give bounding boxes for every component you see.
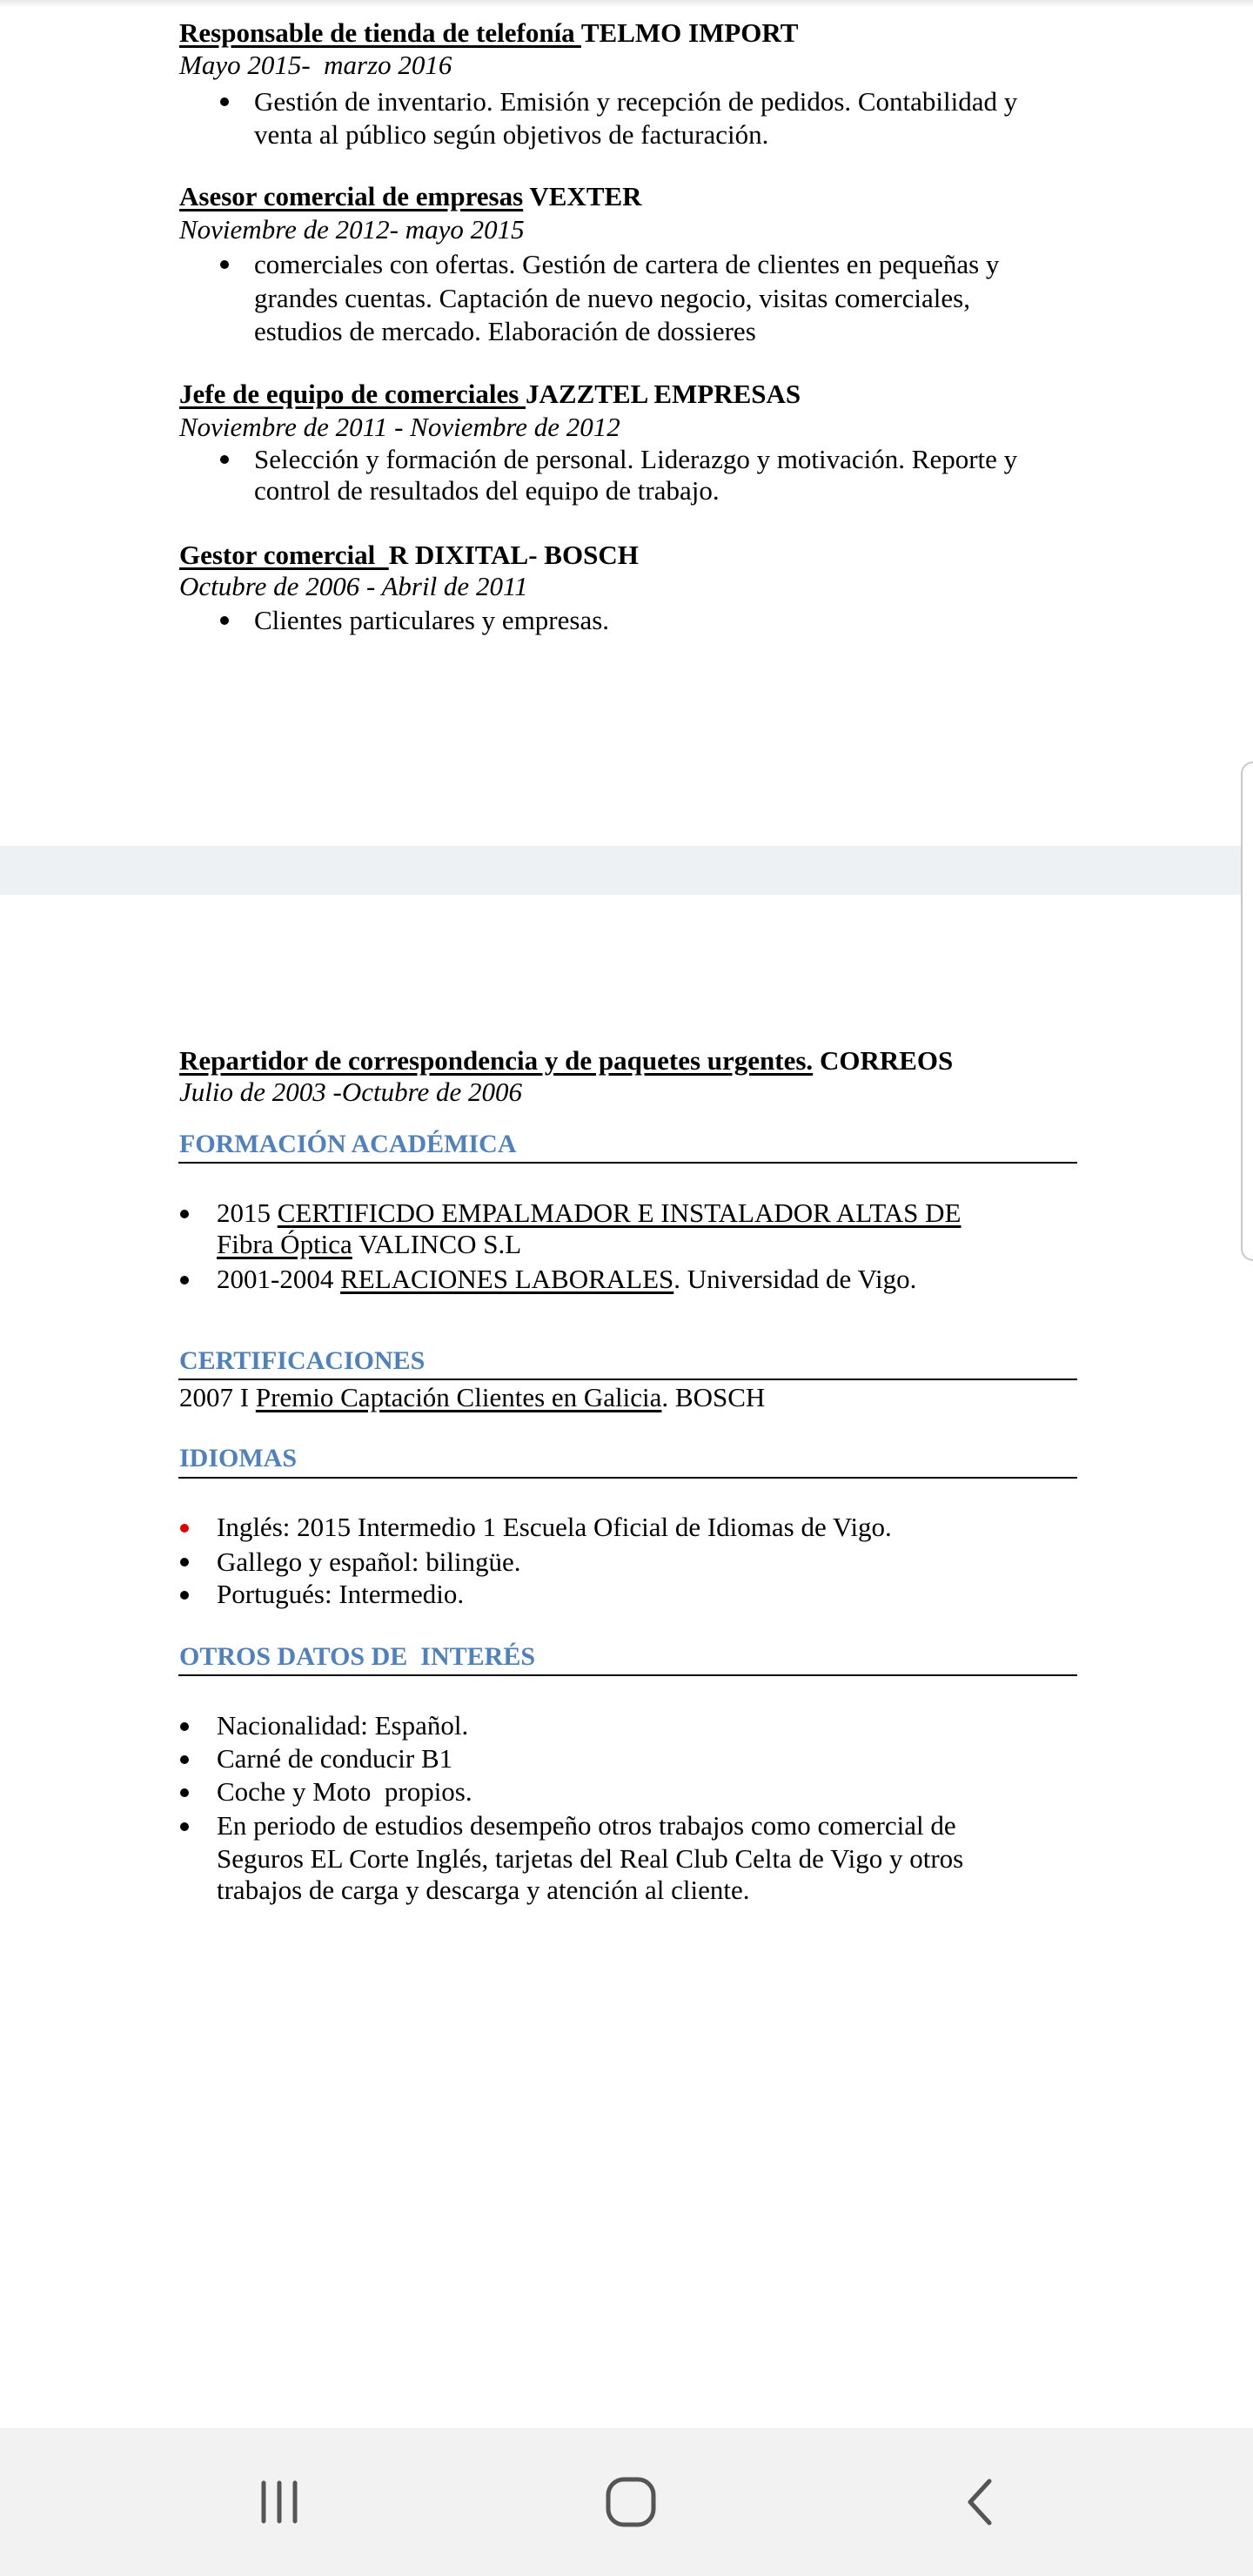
job-role: Responsable de tienda de telefonía xyxy=(179,17,581,48)
education-title: Fibra Óptica xyxy=(217,1229,352,1259)
bullet-icon xyxy=(180,1722,189,1731)
bullet-icon xyxy=(180,1210,189,1218)
section-divider xyxy=(178,1674,1077,1676)
job-role: Repartidor de correspondencia y de paquetes urgentes. xyxy=(179,1045,814,1076)
section-heading-education: FORMACIÓN ACADÉMICA xyxy=(179,1130,517,1158)
home-button[interactable] xyxy=(592,2463,670,2541)
job-company: JAZZTEL EMPRESAS xyxy=(526,379,801,409)
job-description: Gestión de inventario. Emisión y recepción de pedidos. Contabilidad y xyxy=(254,86,1018,117)
job-company: TELMO IMPORT xyxy=(580,17,799,48)
other-item-continued: trabajos de carga y descarga y atención al cliente. xyxy=(217,1875,750,1905)
education-year: 2015 xyxy=(217,1197,278,1228)
bullet-icon xyxy=(180,1822,189,1831)
certification-item xyxy=(179,1381,765,1414)
bullet-icon xyxy=(220,455,229,464)
education-institution: . Universidad de Vigo. xyxy=(673,1264,917,1294)
education-title: RELACIONES LABORALES xyxy=(340,1264,674,1294)
certification-year: 2007 I xyxy=(179,1382,256,1412)
job-title-line xyxy=(179,180,642,213)
job-dates: Noviembre de 2012- mayo 2015 xyxy=(179,214,525,245)
job-company: VEXTER xyxy=(523,181,642,211)
job-role: Gestor comercial xyxy=(179,540,389,570)
home-icon xyxy=(603,2474,659,2530)
section-heading-languages: IDIOMAS xyxy=(179,1444,298,1472)
certification-issuer: . BOSCH xyxy=(661,1382,766,1412)
job-description: control de resultados del equipo de trabajo. xyxy=(254,475,720,506)
section-divider xyxy=(178,1379,1077,1380)
job-description: comerciales con ofertas. Gestión de cartera de clientes en pequeñas y xyxy=(254,249,1000,279)
job-company: R DIXITAL- BOSCH xyxy=(388,540,639,570)
language-item: Inglés: 2015 Intermedio 1 Escuela Oficial de Idiomas de Vigo. xyxy=(217,1512,892,1542)
bullet-icon xyxy=(180,1788,189,1797)
certification-title: Premio Captación Clientes en Galicia xyxy=(255,1382,662,1412)
other-item-continued: Seguros EL Corte Inglés, tarjetas del Real Club Celta de Vigo y otros xyxy=(217,1843,964,1874)
section-heading-certifications: CERTIFICACIONES xyxy=(179,1346,425,1375)
job-dates: Octubre de 2006 - Abril de 2011 xyxy=(179,571,528,601)
other-item: Coche y Moto propios. xyxy=(217,1776,472,1807)
bullet-icon xyxy=(220,616,229,625)
other-item: En periodo de estudios desempeño otros trabajos como comercial de xyxy=(217,1810,956,1841)
job-dates: Noviembre de 2011 - Noviembre de 2012 xyxy=(179,412,620,442)
page-break xyxy=(0,846,1253,895)
section-divider xyxy=(178,1477,1077,1479)
language-item: Gallego y español: bilingüe. xyxy=(217,1546,521,1577)
job-description: grandes cuentas. Captación de nuevo negocio, visitas comerciales, xyxy=(254,283,970,313)
bullet-icon xyxy=(180,1524,189,1533)
job-description: Selección y formación de personal. Liderazgo y motivación. Reporte y xyxy=(254,444,1018,474)
job-title-line xyxy=(179,539,639,572)
bullet-icon xyxy=(180,1591,189,1600)
scroll-handle[interactable] xyxy=(1241,761,1253,1261)
job-role: Jefe de equipo de comerciales xyxy=(179,379,526,409)
job-description: venta al público según objetivos de facturación. xyxy=(254,119,769,150)
job-title-line xyxy=(179,378,801,411)
job-title-line xyxy=(179,1044,953,1077)
education-year: 2001-2004 xyxy=(217,1264,341,1294)
top-shadow xyxy=(0,0,1253,7)
recent-apps-button[interactable] xyxy=(240,2463,318,2541)
section-divider xyxy=(178,1162,1077,1164)
bullet-icon xyxy=(180,1558,189,1566)
bullet-icon xyxy=(180,1755,189,1764)
bullet-icon xyxy=(220,97,229,106)
education-item xyxy=(217,1263,916,1296)
job-title-line xyxy=(179,17,798,50)
recent-apps-icon xyxy=(253,2476,305,2528)
education-title: CERTIFICDO EMPALMADOR E INSTALADOR ALTAS DE xyxy=(277,1197,962,1228)
job-description: Clientes particulares y empresas. xyxy=(254,605,610,635)
job-role: Asesor comercial de empresas xyxy=(179,181,524,211)
other-item: Nacionalidad: Español. xyxy=(217,1710,469,1741)
job-description: estudios de mercado. Elaboración de dossieres xyxy=(254,316,756,346)
job-dates: Julio de 2003 -Octubre de 2006 xyxy=(179,1077,523,1107)
education-item xyxy=(217,1197,962,1230)
navigation-bar xyxy=(0,2428,1253,2576)
education-institution: VALINCO S.L xyxy=(352,1229,522,1259)
back-button[interactable] xyxy=(941,2463,1020,2541)
job-company: CORREOS xyxy=(813,1045,954,1076)
other-item: Carné de conducir B1 xyxy=(217,1743,453,1774)
job-dates: Mayo 2015- marzo 2016 xyxy=(179,50,452,80)
bullet-icon xyxy=(180,1276,189,1285)
bullet-icon xyxy=(220,260,229,269)
language-item: Portugués: Intermedio. xyxy=(217,1579,465,1609)
back-icon xyxy=(955,2476,1007,2528)
education-item-continued xyxy=(217,1228,521,1261)
section-heading-other: OTROS DATOS DE INTERÉS xyxy=(179,1642,536,1671)
